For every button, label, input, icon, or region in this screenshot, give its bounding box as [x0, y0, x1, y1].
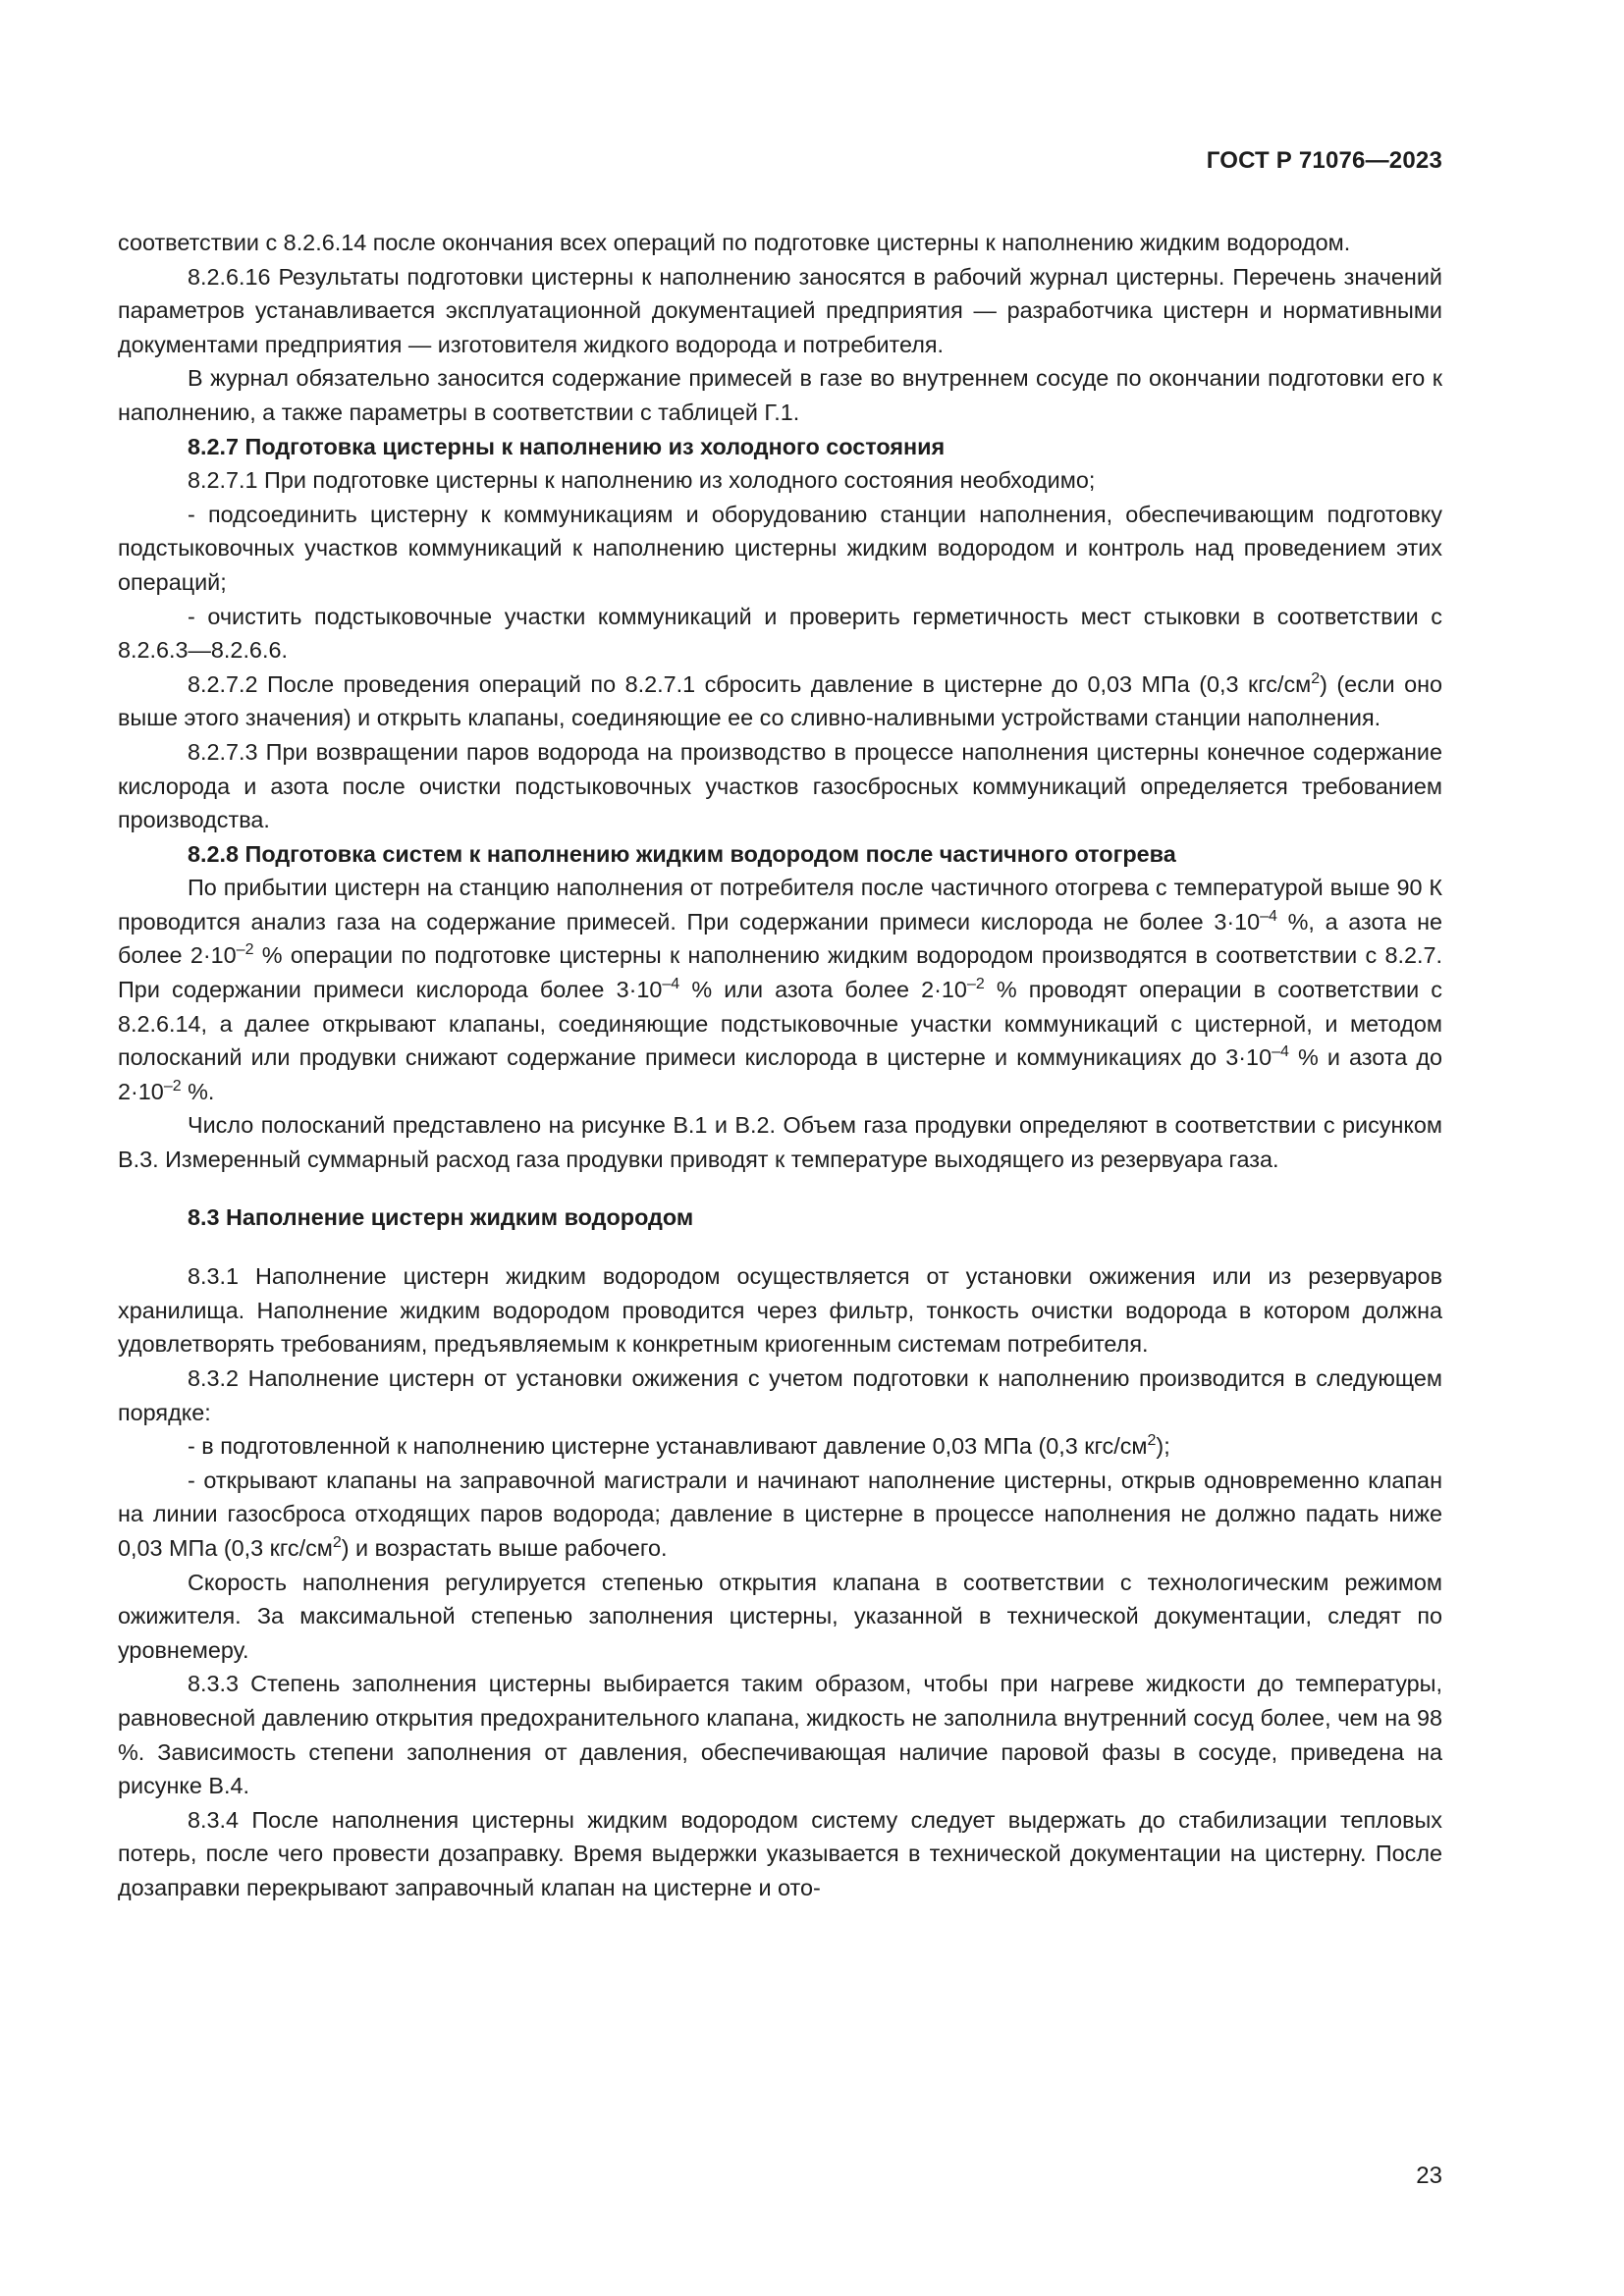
section-heading-8-2-7: 8.2.7 Подготовка цистерны к наполнению из холодного состояния [188, 433, 946, 459]
list-item [118, 1429, 1442, 1464]
paragraph: 8.3.3 Степень заполнения цистерны выбирается таким образом, чтобы при нагреве жидкости до температуры, равновесной давлению открытия предохранительного клапана, жидкость не заполнила внутренний сосуд более, чем на 98 %. Зависимость степени заполнения от давления, обеспечивающая наличие паровой фазы в сосуде, приведена на рисунке В.4. [118, 1671, 1442, 1799]
text-run: % операции по подготовке цистерны к наполнению жидким водородом производятся в соответствии с 8.2.7. При содержании примеси кислорода более 3·10 [118, 942, 1442, 1003]
paragraph: 8.2.6.16 Результаты подготовки цистерны к наполнению заносятся в рабочий журнал цистерны. Перечень значений параметров устанавливается эксплуатационной документацией предприятия — разработчика цистерн и нормативными документами предприятия — изготовителя жидкого водорода и потребителя. [118, 263, 1442, 357]
text-run: По прибытии цистерн на станцию наполнения от потребителя после частичного отогрева с температурой выше 90 К проводится анализ газа на содержание примесей. При содержании примеси кислорода не более 3·10 [118, 875, 1442, 934]
text-run: - в подготовленной к наполнению цистерне устанавливают давление 0,03 МПа (0,3 кгс/см [188, 1433, 1148, 1460]
text-run: % или азота более 2·10 [679, 977, 967, 1003]
section-heading-8-2-8: 8.2.8 Подготовка систем к наполнению жидким водородом после частичного отогрева [188, 840, 1176, 867]
superscript: –2 [966, 976, 985, 993]
text-run: %. [181, 1078, 215, 1104]
paragraph [118, 871, 1442, 1108]
superscript: –2 [163, 1077, 182, 1095]
paragraph: 8.3.1 Наполнение цистерн жидким водородом осуществляется от установки ожижения или из резервуаров хранилища. Наполнение жидким водородом проводится через фильтр, тонкость очистки водорода в котором должна удовлетворять требованиям, предъявляемым к конкретным криогенным системам потребителя. [118, 1263, 1442, 1358]
document-code: ГОСТ Р 71076—2023 [1206, 147, 1442, 174]
document-body [118, 226, 1442, 1905]
list-item [118, 1464, 1442, 1566]
list-item: - подсоединить цистерну к коммуникациям и оборудованию станции наполнения, обеспечивающим подготовку подстыковочных участков коммуникаций к наполнению цистерны жидким водородом и контроль над проведением этих операций; [118, 501, 1442, 595]
paragraph [118, 667, 1442, 735]
superscript: –4 [1260, 907, 1277, 925]
text-run: %, а азота не более 2·10 [118, 908, 1442, 969]
paragraph: 8.3.2 Наполнение цистерн от установки ожижения с учетом подготовки к наполнению производится в следующем порядке: [118, 1365, 1442, 1425]
superscript: –4 [662, 976, 680, 993]
paragraph: 8.2.7.1 При подготовке цистерны к наполнению из холодного состояния необходимо; [188, 467, 1096, 494]
paragraph: Скорость наполнения регулируется степенью открытия клапана в соответствии с технологическим режимом ожижителя. За максимальной степенью заполнения цистерны, указанной в технической документации, следят по уровнемеру. [118, 1569, 1442, 1663]
text-run: 8.2.7.2 После проведения операций по 8.2.7.1 сбросить давление в цистерне до 0,03 МПа (0,3 кгс/см [188, 670, 1312, 697]
paragraph: Число полосканий представлено на рисунке В.1 и В.2. Объем газа продувки определяют в соответствии с рисунком В.3. Измеренный суммарный расход газа продувки приводят к температуре выходящего из резервуара газа. [118, 1112, 1442, 1173]
paragraph: соответствии с 8.2.6.14 после окончания всех операций по подготовке цистерны к наполнению жидким водородом. [118, 230, 1351, 255]
superscript: 2 [1147, 1432, 1157, 1450]
paragraph: 8.2.7.3 При возвращении паров водорода на производство в процессе наполнения цистерны конечное содержание кислорода и азота после очистки подстыковочных участков газосбросных коммуникаций определяется требованием производства. [118, 738, 1442, 833]
text-run: % проводят операции в соответствии с 8.2.6.14, а далее открывают клапаны, соединяющие подстыковочные участки коммуникаций с цистерной, и методом полосканий или продувки снижают содержание примеси кислорода в цистерне и коммуникациях до 3·10 [118, 977, 1442, 1071]
paragraph: В журнал обязательно заносится содержание примесей в газе во внутреннем сосуде по окончании подготовки его к наполнению, а также параметры в соответствии с таблицей Г.1. [118, 365, 1442, 425]
superscript: –4 [1272, 1043, 1289, 1061]
text-run: ) и возрастать выше рабочего. [341, 1534, 668, 1561]
page-number: 23 [1416, 2163, 1442, 2189]
superscript: 2 [332, 1533, 342, 1551]
text-run: % и азота до 2·10 [118, 1044, 1442, 1104]
list-item: - очистить подстыковочные участки коммуникаций и проверить герметичность мест стыковки в соответствии с 8.2.6.3—8.2.6.6. [118, 603, 1442, 664]
paragraph: 8.3.4 После наполнения цистерны жидким водородом систему следует выдержать до стабилизации тепловых потерь, после чего провести дозаправку. Время выдержки указывается в технической документации на цистерну. После дозаправки перекрывают заправочный клапан на цистерне и ото- [118, 1806, 1442, 1900]
superscript: –2 [236, 941, 254, 959]
text-run: - открывают клапаны на заправочной магистрали и начинают наполнение цистерны, открыв одновременно клапан на линии газосброса отходящих паров водорода; давление в цистерне в процессе наполнения не должно падать ниже 0,03 МПа (0,3 кгс/см [118, 1467, 1442, 1561]
superscript: 2 [1311, 669, 1321, 687]
text-run: ); [1156, 1433, 1170, 1460]
section-heading-8-3: 8.3 Наполнение цистерн жидким водородом [188, 1203, 694, 1230]
text-run: ) (если оно выше этого значения) и открыть клапаны, соединяющие ее со сливно-наливными устройствами станции наполнения. [118, 670, 1442, 731]
